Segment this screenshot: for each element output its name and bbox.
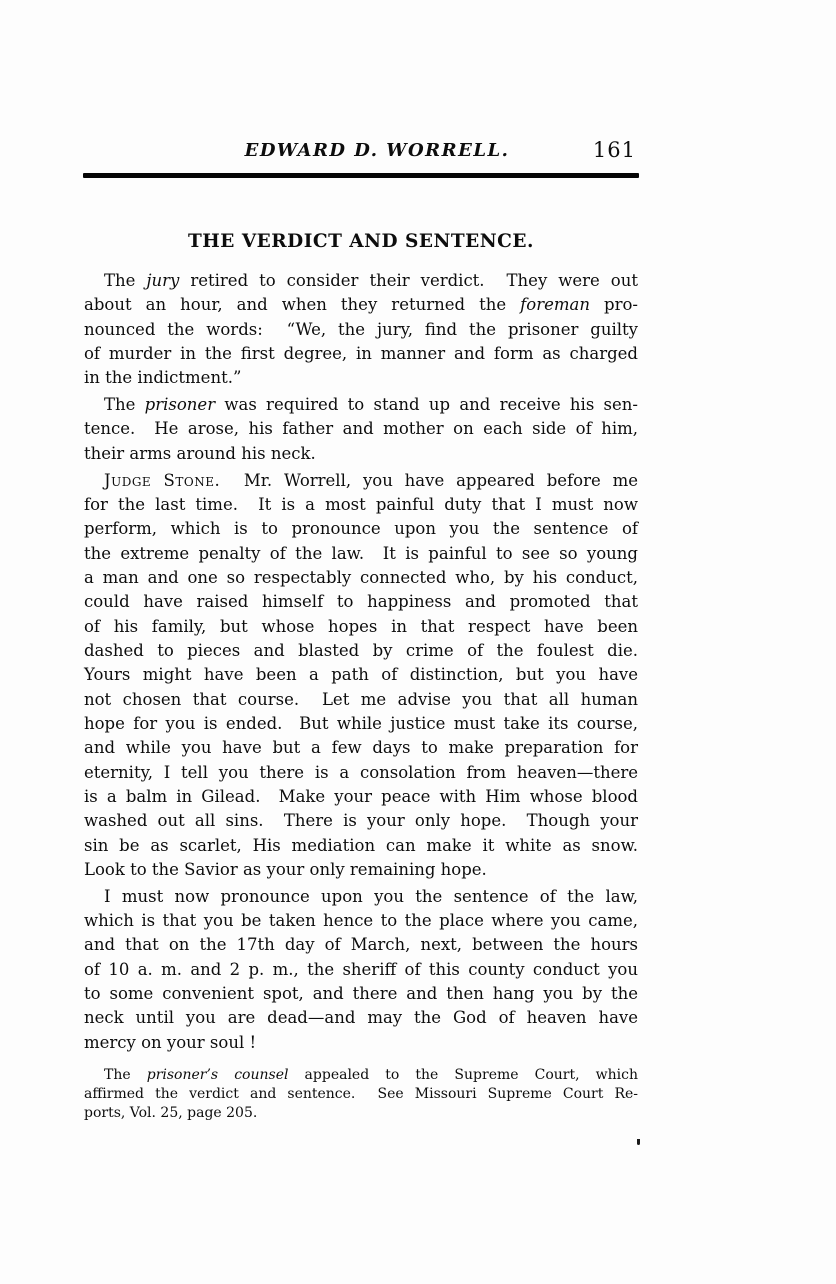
text-line: of his family, but whose hopes in that respect have been bbox=[84, 616, 638, 636]
text-line: Judge Stone. Mr. Worrell, you have appeared before me bbox=[104, 470, 638, 490]
text-line: dashed to pieces and blasted by crime of the foulest die. bbox=[84, 640, 638, 660]
text-line: their arms around his neck. bbox=[84, 443, 316, 463]
text-line: for the last time. It is a most painful duty that I must now bbox=[84, 494, 638, 514]
text-line: of murder in the first degree, in manner and form as charged bbox=[84, 343, 638, 363]
text-line: The jury retired to consider their verdict. They were out bbox=[104, 271, 638, 290]
text-line: a man and one so respectably connected who, by his conduct, bbox=[84, 567, 638, 587]
text-line: perform, which is to pronounce upon you the sentence of bbox=[84, 519, 638, 539]
text-line: neck until you are dead—and may the God of heaven have bbox=[84, 1008, 638, 1028]
text-line: affirmed the verdict and sentence. See Missouri Supreme Court Re- bbox=[84, 1086, 638, 1102]
paragraph-prisoner-stands bbox=[84, 393, 638, 466]
text-line: and while you have but a few days to make preparation for bbox=[84, 738, 638, 758]
text-line: sin be as scarlet, His mediation can make it white as snow. bbox=[84, 835, 638, 855]
text-line: hope for you is ended. But while justice must take its course, bbox=[84, 713, 638, 733]
text-line: is a balm in Gilead. Make your peace with Him whose blood bbox=[84, 786, 638, 806]
running-title: EDWARD D. WORRELL. bbox=[244, 140, 510, 161]
text-line: could have raised himself to happiness and promoted that bbox=[84, 592, 638, 612]
text-line: Yours might have been a path of distinction, but you have bbox=[84, 665, 638, 685]
running-head bbox=[84, 140, 638, 166]
text-line: The prisoner’s counsel appealed to the Supreme Court, which bbox=[104, 1067, 638, 1083]
text-block bbox=[84, 0, 638, 1284]
text-line: nounced the words: “We, the jury, find the prisoner guilty bbox=[84, 319, 638, 339]
text-line: ports, Vol. 25, page 205. bbox=[84, 1105, 258, 1121]
text-line: about an hour, and when they returned the foreman pro- bbox=[84, 295, 638, 315]
text-line: tence. He arose, his father and mother on each side of him, bbox=[84, 419, 638, 439]
text-line: the extreme penalty of the law. It is painful to see so young bbox=[84, 543, 638, 563]
text-line: of 10 a. m. and 2 p. m., the sheriff of this county conduct you bbox=[84, 959, 638, 979]
body-text bbox=[84, 269, 638, 1058]
footnote-paragraph bbox=[84, 1066, 638, 1123]
paragraph-jury-verdict bbox=[84, 269, 638, 391]
text-line: not chosen that course. Let me advise you that all human bbox=[84, 689, 638, 709]
text-line: to some convenient spot, and there and then hang you by the bbox=[84, 984, 638, 1004]
text-line: washed out all sins. There is your only hope. Though your bbox=[84, 811, 638, 831]
section-title: THE VERDICT AND SENTENCE. bbox=[188, 231, 534, 252]
text-line: The prisoner was required to stand up and receive his sen- bbox=[104, 395, 638, 415]
header-rule bbox=[83, 173, 639, 178]
text-line: I must now pronounce upon you the sentence of the law, bbox=[104, 886, 638, 906]
scan-speck-artifact bbox=[637, 1139, 640, 1145]
text-line: eternity, I tell you there is a consolation from heaven—there bbox=[84, 762, 638, 782]
paragraph-judge-stone-address bbox=[84, 469, 638, 883]
text-line: in the indictment.” bbox=[84, 368, 242, 388]
text-line: which is that you be taken hence to the place where you came, bbox=[84, 911, 638, 931]
text-line: and that on the 17th day of March, next, between the hours bbox=[84, 935, 638, 955]
text-line: mercy on your soul ! bbox=[84, 1032, 257, 1052]
text-line: Look to the Savior as your only remaining hope. bbox=[84, 859, 487, 879]
page-number: 161 bbox=[592, 138, 636, 162]
paragraph-sentence-pronounced bbox=[84, 885, 638, 1055]
